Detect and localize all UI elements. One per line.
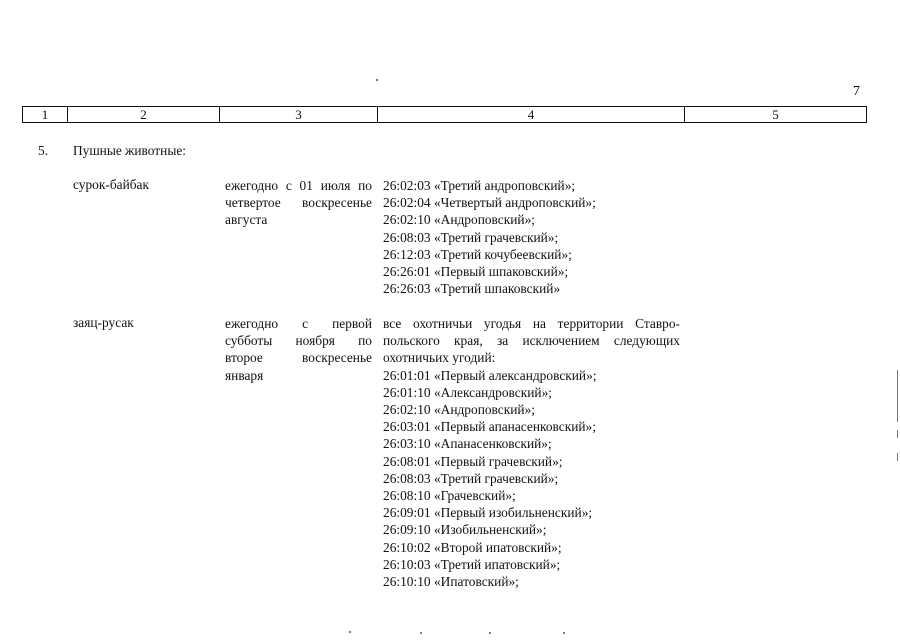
column-number: 5 [685, 107, 867, 123]
area-line: 26:09:01 «Первый изобильненский»; [383, 505, 593, 521]
season-line: ежегодно с первой [225, 316, 372, 331]
area-line: 26:10:03 «Третий ипатовский»; [383, 556, 561, 572]
area-line: 26:08:03 «Третий грачевский»; [383, 470, 559, 486]
area-line: 26:01:10 «Александровский»; [383, 384, 552, 400]
area-line: 26:02:10 «Андроповский»; [383, 212, 535, 228]
scan-speck [489, 632, 491, 634]
season-line: ежегодно с 01 июля по [225, 178, 372, 193]
area-line: охотничьих угодий: [383, 350, 496, 366]
area-line: 26:02:04 «Четвертый андроповский»; [383, 195, 596, 211]
scan-edge-mark [897, 430, 898, 438]
column-number: 2 [68, 107, 220, 123]
area-line: 26:12:03 «Третий кочубеевский»; [383, 246, 572, 262]
scan-speck [376, 79, 378, 81]
scan-speck [349, 631, 351, 633]
column-number-header [22, 106, 867, 123]
hunting-season [225, 177, 372, 229]
area-line: 26:09:10 «Изобильненский»; [383, 522, 547, 538]
scan-speck [563, 632, 565, 634]
hunting-season [225, 315, 372, 384]
column-number: 3 [220, 107, 378, 123]
area-line: 26:08:01 «Первый грачевский»; [383, 453, 563, 469]
scan-edge-mark [897, 453, 898, 461]
page-number: 7 [853, 84, 860, 99]
area-line: 26:01:01 «Первый александровский»; [383, 367, 597, 383]
column-number: 1 [23, 107, 68, 123]
column-number: 4 [378, 107, 685, 123]
season-line: августа [225, 212, 268, 228]
area-line: 26:03:10 «Апанасенковский»; [383, 436, 552, 452]
species-name: сурок-байбак [73, 177, 150, 192]
area-line: 26:03:01 «Первый апанасенковский»; [383, 419, 596, 435]
season-line: второе воскресенье [225, 350, 372, 366]
season-line: субботы ноября по [225, 333, 372, 349]
season-line: четвертое воскресенье [225, 195, 372, 211]
scan-speck [420, 632, 422, 634]
hunting-areas [383, 177, 680, 297]
scan-edge-mark [897, 370, 898, 422]
area-line: 26:26:03 «Третий шпаковский» [383, 281, 561, 297]
area-line: 26:02:10 «Андроповский»; [383, 402, 535, 418]
area-line: 26:10:10 «Ипатовский»; [383, 574, 519, 590]
area-line: 26:02:03 «Третий андроповский»; [383, 178, 576, 193]
area-line: 26:08:03 «Третий грачевский»; [383, 229, 559, 245]
hunting-areas [383, 315, 680, 590]
area-line: польского края, за исключением следующих [383, 333, 680, 349]
section-title: Пушные животные: [73, 143, 186, 158]
species-name: заяц-русак [73, 315, 134, 330]
area-line: все охотничьи угодья на территории Ставро- [383, 316, 680, 331]
area-line: 26:26:01 «Первый шпаковский»; [383, 264, 569, 280]
area-line: 26:08:10 «Грачевский»; [383, 488, 516, 504]
section-number: 5. [38, 143, 49, 158]
season-line: января [225, 367, 264, 383]
area-line: 26:10:02 «Второй ипатовский»; [383, 539, 562, 555]
